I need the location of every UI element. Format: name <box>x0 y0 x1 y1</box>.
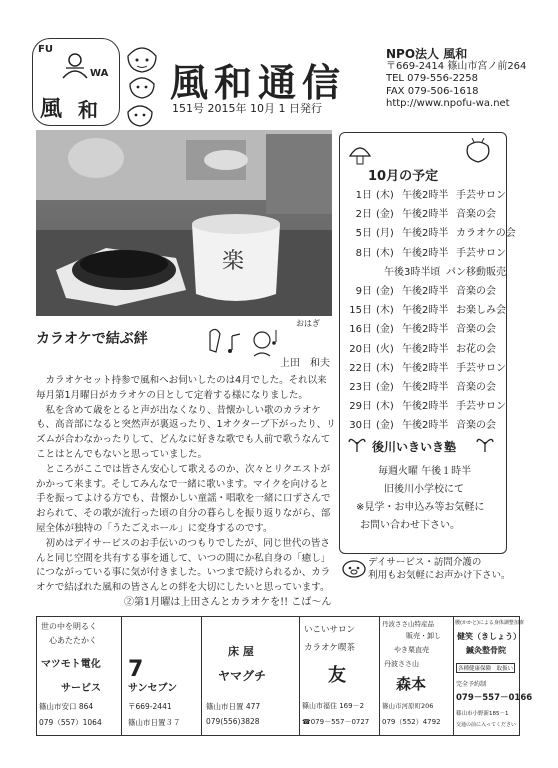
ad-address: 篠山市日置 477 <box>206 702 261 711</box>
service-note-line-2: 利用もお気軽にお声かけ下さい。 <box>368 570 511 581</box>
schedule-time: 午後2時半 <box>402 420 449 432</box>
service-note <box>368 556 518 582</box>
schedule-day: (金) <box>376 324 394 336</box>
ad-yamaguchi <box>201 617 299 735</box>
schedule-date: 30日 <box>349 420 372 432</box>
schedule-date: 20日 <box>349 343 372 355</box>
schedule-day: (木) <box>376 305 394 317</box>
schedule-event: 音楽の会 <box>456 382 496 393</box>
schedule-time: 午後2時半 <box>402 305 449 317</box>
schedule-title: 10月の予定 <box>368 169 439 184</box>
ad-name: マツモト電化 <box>41 659 101 670</box>
schedule-day: (木) <box>376 401 394 413</box>
article-photo <box>36 130 332 316</box>
schedule-date: 2日 <box>355 209 372 221</box>
cup-text: 楽 <box>222 249 245 274</box>
schedule-time: 午後2時半 <box>402 324 449 336</box>
ad-subname: 鍼灸整骨院 <box>466 646 506 655</box>
schedule-event: 音楽の会 <box>456 209 496 221</box>
ad-text: 床 屋 <box>228 645 254 658</box>
ad-text: 心あたたかく <box>49 636 97 645</box>
ad-tel: 079(556)3828 <box>206 717 260 726</box>
schedule-date: 1日 <box>355 190 372 201</box>
schedule-day: (金) <box>376 286 394 297</box>
schedule-event: パン移動販売 <box>446 266 506 278</box>
org-info <box>386 48 526 111</box>
schedule-day: (金) <box>376 382 394 393</box>
logo-kanji-fu: 風 <box>40 97 63 122</box>
org-fax: FAX 079-506-1618 <box>386 85 479 97</box>
schedule-date: 29日 <box>349 401 372 413</box>
article-paragraph: 私を含めて歳をとると声が出なくなり、昔懐かしい歌のカラオケも、高音部になると突然声が裏返ったり、1オクターブ下がったり、リズムが合わなかったりして、どんなに好きな歌でも人前で歌うなんてことはとんでもないと思っていました。 <box>36 404 336 460</box>
schedule-day: (月) <box>376 228 394 240</box>
schedule-event: 音楽の会 <box>456 286 496 297</box>
schedule-time: 午後3時半頃 <box>384 266 441 278</box>
ad-reservation: 完全予約制 <box>456 681 487 688</box>
logo-kanji-wa: 和 <box>78 98 98 122</box>
ad-matsumoto <box>37 617 121 735</box>
org-url: http://www.npofu-wa.net <box>386 98 510 109</box>
ad-kishou <box>453 617 533 735</box>
photo-caption: おはぎ <box>296 319 320 328</box>
schedule-time: 午後2時半 <box>402 286 449 297</box>
fuwa-logo <box>32 38 118 124</box>
schedule-time: 午後2時半 <box>402 362 449 374</box>
schedule-time: 午後2時半 <box>402 401 449 413</box>
ad-text: 丹波ささ山 <box>384 660 419 668</box>
schedule-event: 音楽の会 <box>456 324 496 336</box>
ad-tel: 079－557－0166 <box>456 693 533 703</box>
schedule-date: 22日 <box>349 362 372 374</box>
schedule-day: (木) <box>376 362 394 374</box>
logo-text-wa: WA <box>90 68 109 79</box>
ad-insurance: 各種健康保険 取扱い <box>456 663 515 673</box>
ad-address: 篠山市小野新185－1 <box>456 711 509 717</box>
schedule-day: (木) <box>376 247 394 259</box>
sunseven-logo-number: 7 <box>128 657 144 682</box>
article-paragraph: 初めはデイサービスのお手伝いのつもりでしたが、同じ世代の皆さんと同じ空間を共有する事を通して、いつの間にか私自身の「癒し」につながっている事に気が付きました。いつまで続けられるか、カラオケで結ばれた風和の皆さんとの絆を大切にしたいと思っています。 <box>36 537 331 594</box>
org-address: 〒669-2414 篠山市宮ノ前264 <box>386 60 527 72</box>
ad-address: 篠山市安口 864 <box>39 702 94 711</box>
schedule-date: 5日 <box>355 228 372 240</box>
sprout-icon <box>474 432 496 454</box>
handwritten-note: ②第1月曜は上田さんとカラオケを!! こば～ん <box>124 597 332 608</box>
schedule-event: お楽しみ会 <box>456 305 506 317</box>
ad-address: 篠山市日置３７ <box>128 718 181 727</box>
ad-name: 友 <box>328 665 346 686</box>
schedule-time: 午後2時半 <box>402 190 449 201</box>
ad-address: 篠山市河原町206 <box>382 702 434 710</box>
schedule-day: (火) <box>376 343 394 355</box>
ad-name: サンセブン <box>128 683 178 694</box>
schedule-date: 23日 <box>349 382 372 393</box>
schedule-date: 8日 <box>355 247 372 259</box>
ad-text: いこいサロン <box>304 625 356 635</box>
ad-tel: 079（557）1064 <box>39 718 102 727</box>
ad-name: 健笑（きしょう） <box>457 632 521 641</box>
photo-scene-icon <box>36 130 332 316</box>
schedule-date: 15日 <box>349 305 372 317</box>
pig-doodle-icon <box>340 556 368 580</box>
ad-text: やき栗直売 <box>394 646 429 654</box>
schedule-time: 午後2時半 <box>402 343 449 355</box>
ad-text: 腰(かかと)による身体調整加療 <box>455 620 524 626</box>
ad-text: 丹波ささ山特産品 <box>382 620 434 628</box>
article-paragraph: カラオケセット持参で風和へお伺いしたのは4月でした。それ以来毎月第1月曜日がカラオケの日として定着する様になりました。 <box>36 375 327 401</box>
article-title: カラオケで結ぶ絆 <box>36 331 148 347</box>
chestnut-doodle-icon <box>120 38 164 130</box>
service-note-line-1: デイサービス・訪問介護の <box>368 557 482 568</box>
issue-info: 151号 2015年 10月 1 日発行 <box>172 102 322 115</box>
org-name: NPO法人 風和 <box>386 47 468 61</box>
schedule-time: 午後2時半 <box>402 247 449 259</box>
mushroom-doodle-icon <box>344 138 504 166</box>
kawa-line-4: お問い合わせ下さい。 <box>360 520 460 531</box>
schedule-event: 手芸サロン <box>456 362 506 374</box>
schedule-day: (木) <box>376 190 394 201</box>
schedule-time: 午後2時半 <box>402 209 449 221</box>
kawa-title: 後川いきいき塾 <box>372 440 457 454</box>
article-body <box>36 374 336 596</box>
kawa-line-2: 旧後川小学校にて <box>384 484 464 495</box>
schedule-day: (金) <box>376 209 394 221</box>
logo-figure-icon <box>60 50 90 80</box>
schedule-event: 音楽の会 <box>456 420 496 432</box>
ad-tomo <box>299 617 379 735</box>
schedule-date: 9日 <box>355 286 372 297</box>
schedule-event: 手芸サロン <box>456 247 506 259</box>
org-tel: TEL 079-556-2258 <box>386 73 479 84</box>
sprout-icon <box>346 432 368 454</box>
ad-tel: ☎079－557－0727 <box>302 718 370 726</box>
schedule-event: お花の会 <box>456 343 496 355</box>
ad-morimoto <box>379 617 453 735</box>
ad-text: 販売・卸し <box>406 632 441 640</box>
ad-name: サービス <box>61 683 101 694</box>
schedule-event: カラオケの会 <box>456 228 516 240</box>
newsletter-title: 風和通信 <box>170 60 347 105</box>
ad-text: 世の中を明るく <box>41 622 97 631</box>
ad-address: 篠山市福住 169－2 <box>302 702 365 710</box>
article-author: 上田 和夫 <box>280 358 330 369</box>
schedule-time: 午後2時半 <box>402 228 449 240</box>
ad-tel: 079（552）4792 <box>382 718 441 726</box>
logo-text-fu: FU <box>38 44 53 55</box>
kawa-line-3: ※見学・お申込み等お気軽に <box>356 502 485 513</box>
singing-doodle-icon <box>196 324 286 364</box>
ads-section <box>36 616 533 736</box>
schedule-time: 午後2時半 <box>402 382 449 393</box>
ad-name: ヤマグチ <box>218 669 267 683</box>
ad-sunseven <box>121 617 201 735</box>
kawa-line-1: 毎週火曜 午後１時半 <box>378 466 472 477</box>
schedule-date: 16日 <box>349 324 372 336</box>
ad-text: カラオケ喫茶 <box>304 643 355 653</box>
ad-name: 森本 <box>396 675 427 693</box>
article-paragraph: ところがここでは皆さん安心して歌えるのか、次々とリクエストがかかって来ます。そしてみんなで一緒に歌います。マイクを向けると手を振ってよける方でも、昔懐かしい童謡・唱歌を一緒に口ずさんでおられて、その歌が流行った頃の自分の暮らしを振り返りながら、部屋全体が独特の「うたごえホール」に変身するのです。 <box>36 463 331 534</box>
ad-zip: 〒669-2441 <box>128 702 172 711</box>
schedule-event: 手芸サロン <box>456 190 506 201</box>
schedule-day: (金) <box>376 420 394 432</box>
ad-note: 交通の前に入ってください <box>456 722 517 728</box>
schedule-event: 手芸サロン <box>456 401 506 413</box>
